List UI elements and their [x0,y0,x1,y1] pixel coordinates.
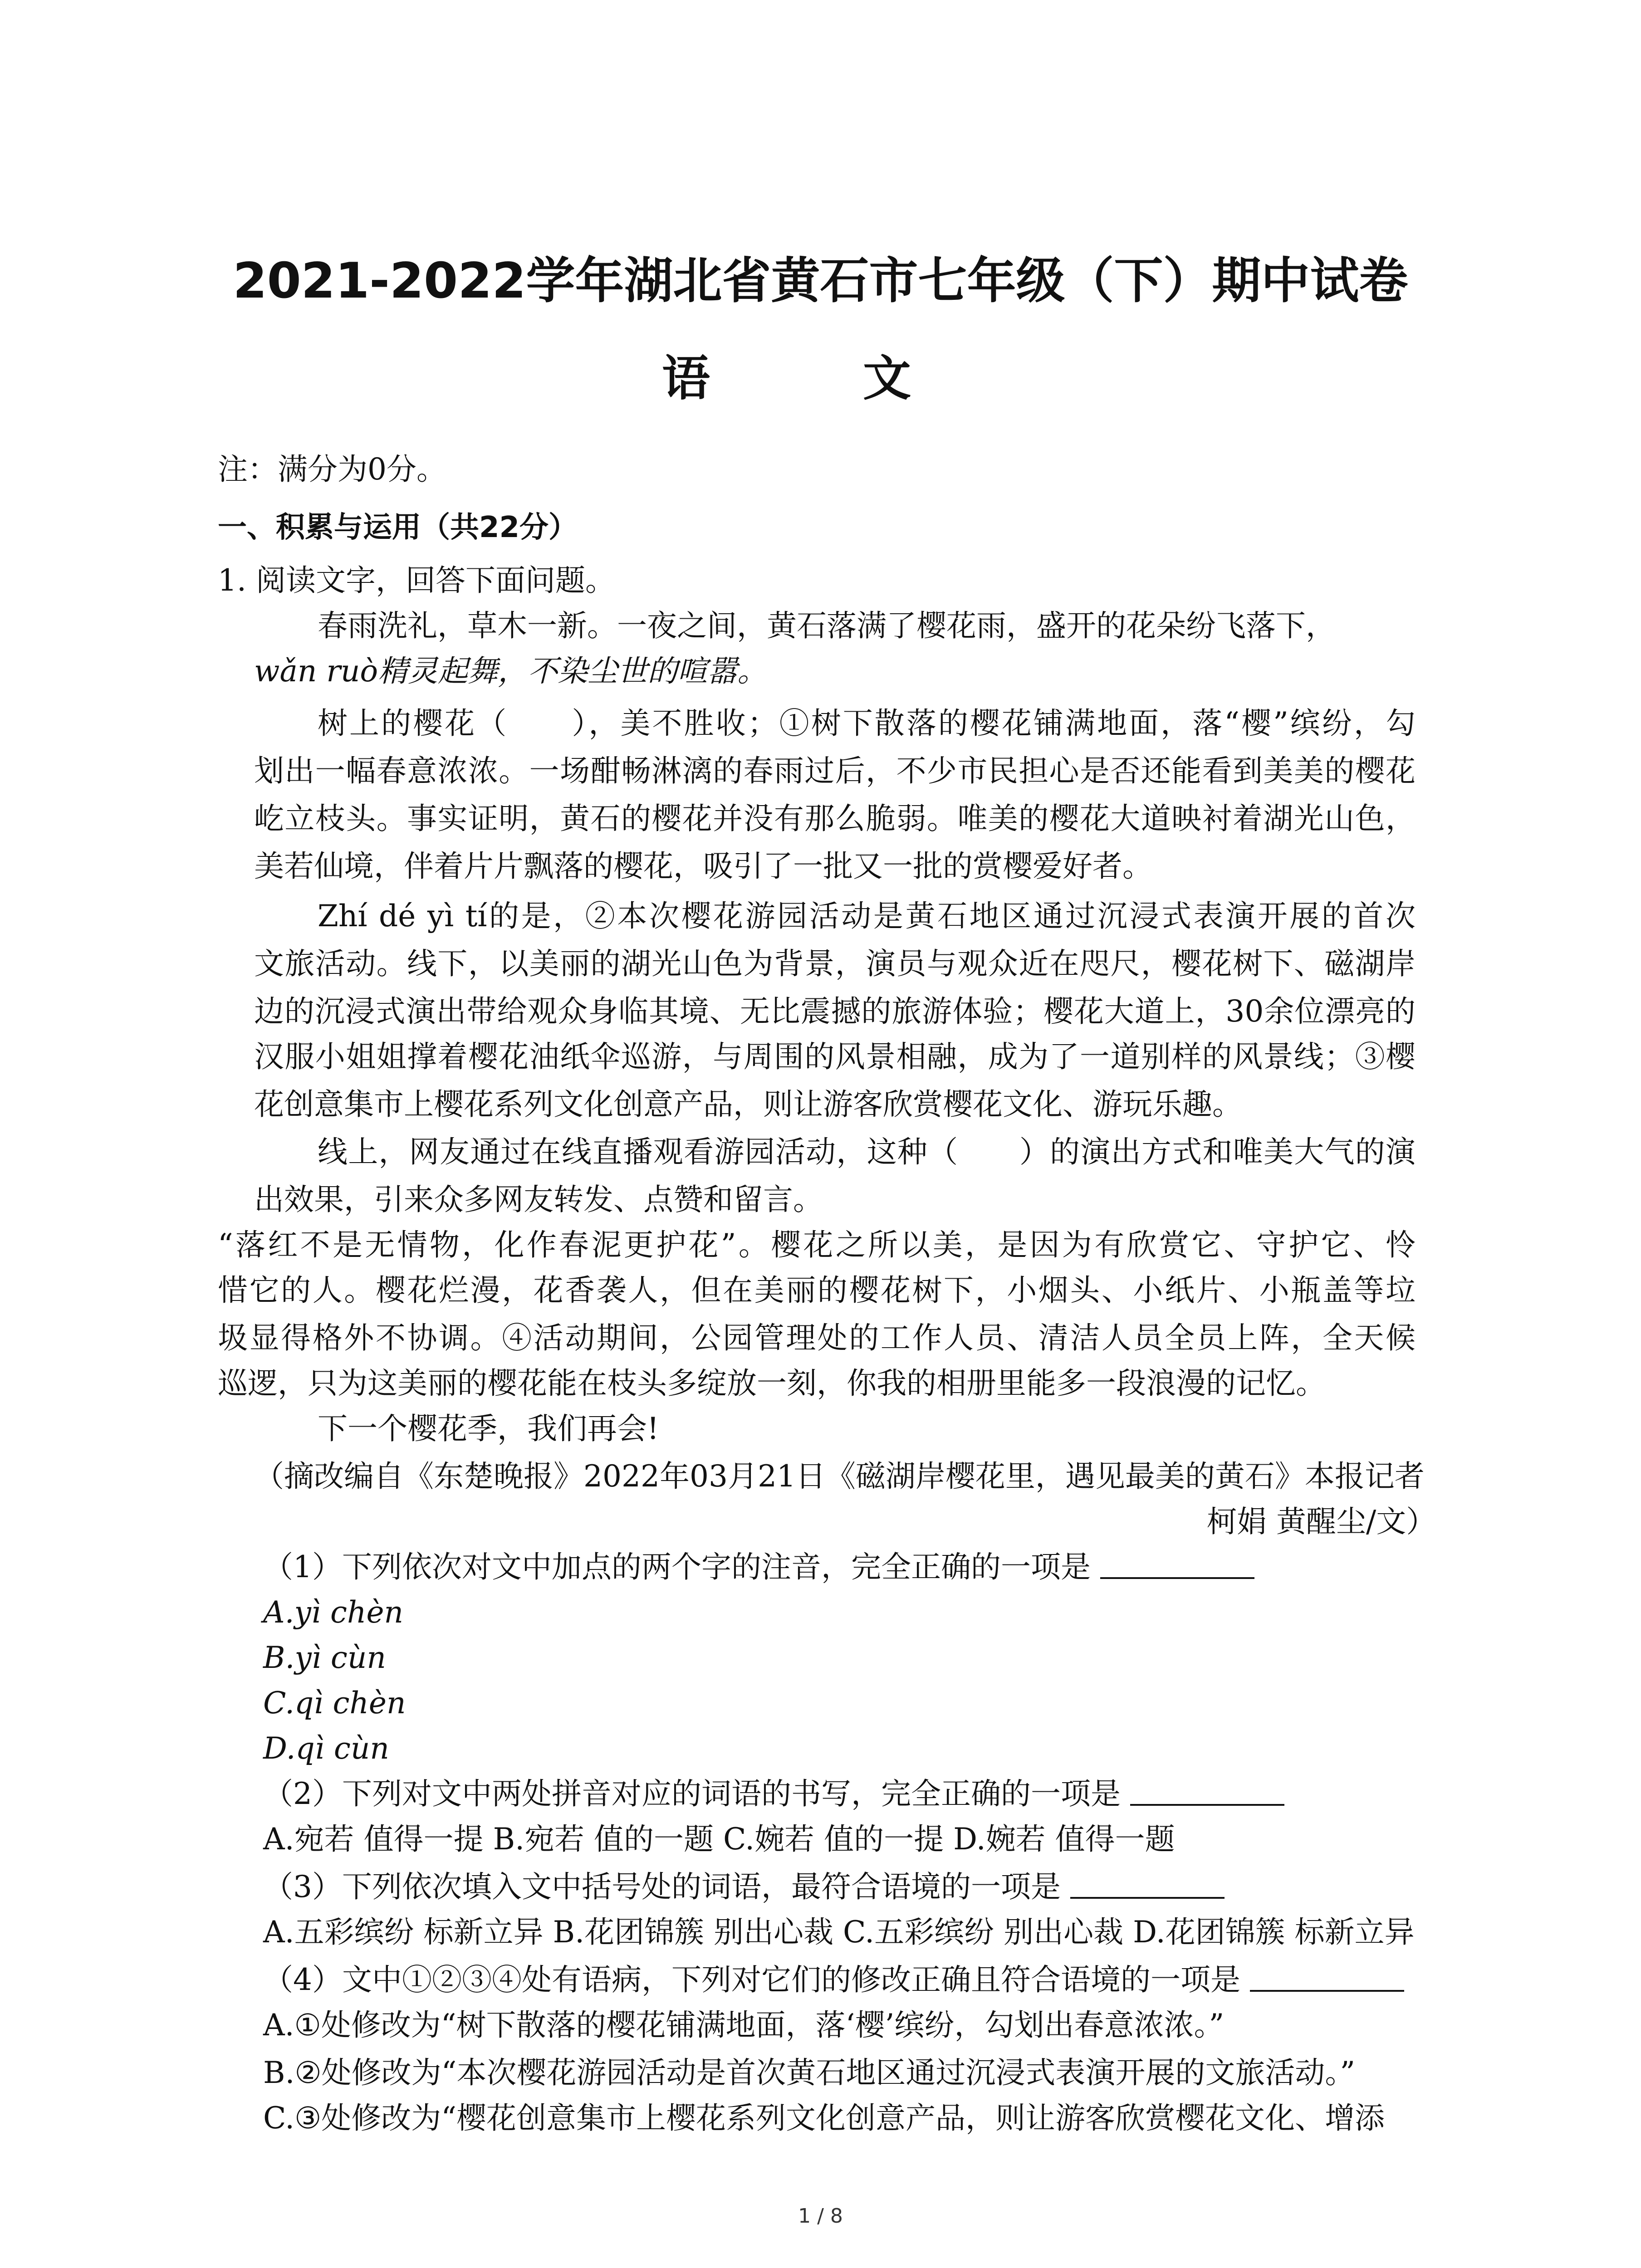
answer-blank[interactable] [1250,1963,1404,1992]
page-title: 2021-2022学年湖北省黄石市七年级（下）期中试卷 [233,253,1408,309]
source-citation-authors: 柯娟 黄醒尘/文） [1207,1504,1436,1539]
section-heading: 一、积累与运用（共22分） [218,511,578,544]
option-c: C.qì chèn [263,1686,406,1721]
question-intro: 1. 阅读文字，回答下面问题。 [218,563,615,598]
subquestion-4-stem: （4）文中①②③④处有语病，下列对它们的修改正确且符合语境的一项是 [263,1960,1404,2000]
passage-line: 树上的樱花（ ），美不胜收；①树下散落的樱花铺满地面，落“樱”缤纷，勾 [318,706,1416,741]
passage-line: 惜它的人。樱花烂漫，花香袭人，但在美丽的樱花树下，小烟头、小纸片、小瓶盖等垃 [218,1273,1416,1308]
option-a: A.①处修改为“树下散落的樱花铺满地面，落‘樱’缤纷，勾划出春意浓浓。” [263,2008,1225,2043]
option-c: C.③处修改为“樱花创意集市上樱花系列文化创意产品，则让游客欣赏樱花文化、增添 [263,2101,1385,2136]
passage-line: 花创意集市上樱花系列文化创意产品，则让游客欣赏樱花文化、游玩乐趣。 [254,1087,1242,1122]
passage-line: 出效果，引来众多网友转发、点赞和留言。 [254,1182,823,1217]
answer-blank[interactable] [1130,1777,1284,1806]
passage-line: 屹立枝头。事实证明，黄石的樱花并没有那么脆弱。唯美的樱花大道映衬着湖光山色， [254,801,1416,836]
option-b: B.②处修改为“本次樱花游园活动是首次黄石地区通过沉浸式表演开展的文旅活动。” [263,2055,1356,2090]
page-number: 1 / 8 [798,2204,843,2228]
passage-line: 春雨洗礼，草木一新。一夜之间，黄石落满了樱花雨，盛开的花朵纷飞落下， [318,608,1336,643]
answer-blank[interactable] [1100,1550,1254,1579]
passage-line: “落红不是无情物，化作春泥更护花”。樱花之所以美，是因为有欣赏它、守护它、怜 [218,1227,1416,1262]
subquestion-3-stem: （3）下列依次填入文中括号处的词语，最符合语境的一项是 [263,1867,1225,1907]
passage-line: 汉服小姐姐撑着樱花油纸伞巡游，与周围的风景相融，成为了一道别样的风景线；③樱 [254,1039,1416,1074]
subquestion-3-options: A.五彩缤纷 标新立异 B.花团锦簇 别出心裁 C.五彩缤纷 别出心裁 D.花团锦簇 标新立异 [263,1915,1415,1950]
passage-line: 巡逻，只为这美丽的樱花能在枝头多绽放一刻，你我的相册里能多一段浪漫的记忆。 [218,1366,1326,1401]
passage-line: 圾显得格外不协调。④活动期间，公园管理处的工作人员、清洁人员全员上阵，全天候 [218,1320,1416,1355]
passage-line: 边的沉浸式演出带给观众身临其境、无比震撼的旅游体验；樱花大道上，30余位漂亮的 [254,994,1416,1029]
answer-blank[interactable] [1070,1870,1225,1899]
subquestion-2-options: A.宛若 值得一提 B.宛若 值的一题 C.婉若 值的一提 D.婉若 值得一题 [263,1822,1175,1857]
passage-line: 下一个樱花季，我们再会! [318,1411,659,1446]
option-b: B.yì cùn [263,1640,386,1675]
option-a: A.yì chèn [263,1595,404,1630]
score-note: 注：满分为0分。 [218,452,446,487]
passage-line: 美若仙境，伴着片片飘落的樱花，吸引了一批又一批的赏樱爱好者。 [254,849,1152,884]
passage-line: 文旅活动。线下，以美丽的湖光山色为背景，演员与观众近在咫尺，樱花树下、磁湖岸 [254,946,1416,981]
subject-title: 语 文 [662,351,979,406]
option-d: D.qì cùn [263,1731,389,1766]
passage-line: 划出一幅春意浓浓。一场酣畅淋漓的春雨过后，不少市民担心是否还能看到美美的樱花 [254,753,1416,788]
subquestion-2-stem: （2）下列对文中两处拼音对应的词语的书写，完全正确的一项是 [263,1774,1284,1814]
passage-line: wǎn ruò精灵起舞，不染尘世的喧嚣。 [254,654,768,689]
passage-line: 线上，网友通过在线直播观看游园活动，这种（ ）的演出方式和唯美大气的演 [318,1134,1416,1169]
subquestion-1-stem: （1）下列依次对文中加点的两个字的注音，完全正确的一项是 [263,1547,1254,1588]
source-citation: （摘改编自《东楚晚报》2022年03月21日《磁湖岸樱花里，遇见最美的黄石》本报记者 [254,1459,1425,1494]
passage-line: Zhí dé yì tí的是，②本次樱花游园活动是黄石地区通过沉浸式表演开展的首次 [318,899,1416,934]
